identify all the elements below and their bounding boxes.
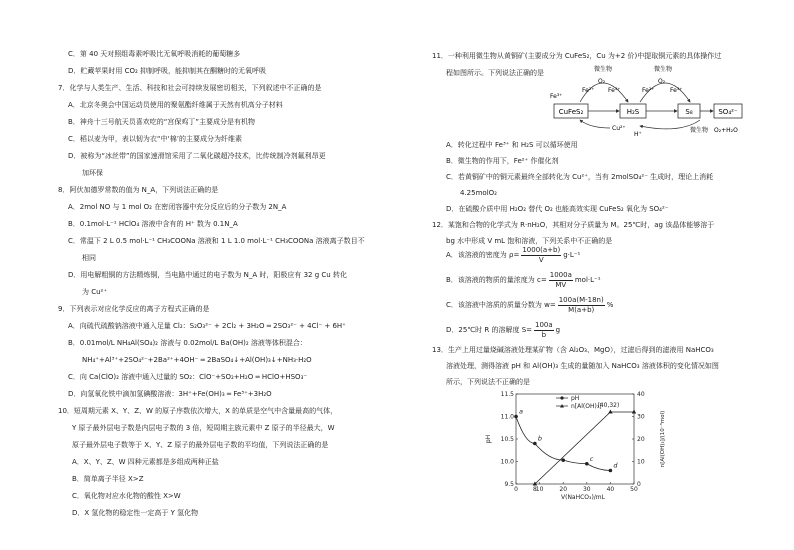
legend-ph-label: pH — [571, 395, 580, 402]
q11-stem-2: 程如图所示。下列说法正确的是 — [446, 69, 544, 77]
y-left-tick-label: 10.5 — [500, 436, 514, 443]
y-left-tick-label: 9.5 — [504, 481, 514, 488]
q12-option-c-fraction — [558, 296, 605, 315]
q11-stem-1: 11．一种利用微生物从黄铜矿(主要成分为 CuFeS₂，Cu 为+2 价)中提取铜元素的具体操作过 — [432, 52, 722, 60]
q12-option-c — [446, 296, 613, 315]
fe3-label-2: Fe³⁺ — [670, 87, 683, 94]
x-tick-label: 0 — [514, 486, 518, 493]
q11-option-b: B．微生物的作用下，Fe²⁺ 作催化剂 — [446, 157, 559, 165]
q10-option-c: C．氧化物对应水化物的酸性 X>W — [72, 492, 181, 500]
q11-process-diagram — [550, 62, 750, 140]
q8-option-a: A．2mol NO 与 1 mol O₂ 在密闭容器中充分反应后的分子数为 2N_A — [68, 203, 287, 211]
box-so4-label: SO₄²⁻ — [718, 108, 738, 116]
q12-option-c-num: 100a(M-18n) — [558, 296, 605, 306]
y-right-tick-label: 40 — [637, 391, 645, 398]
q9-option-b-cont: NH₄⁺+Al³⁺+2SO₄²⁻+2Ba²⁺+4OH⁻ ═ 2BaSO₄↓+Al(OH)₃↓+NH₃·H₂O — [82, 356, 312, 364]
legend-ph-marker — [560, 396, 563, 399]
y-right-tick-label: 0 — [637, 481, 641, 488]
aloh3-series-line — [535, 412, 634, 484]
y-right-tick-label: 20 — [637, 436, 645, 443]
q12-option-d-label: D．25℃时 R 的溶解度 S= — [446, 326, 533, 335]
ph-series-point — [609, 469, 613, 473]
x-axis-label: V(NaHCO₃)/mL — [561, 494, 605, 500]
h-label: H⁺ — [634, 131, 642, 138]
microbe-label-1: 微生物 — [594, 66, 613, 73]
q12-option-a-label: A．该溶液的密度为 ρ= — [446, 251, 520, 260]
q11-option-a: A．转化过程中 Fe³⁺ 和 H₂S 可以循环使用 — [446, 141, 578, 149]
y-right-axis-label: n[Al(OH)₃]/(10⁻³mol) — [660, 410, 666, 468]
q9-option-a: A．向硫代硫酸钠溶液中通入足量 Cl₂：S₂O₃²⁻ + 2Cl₂ + 3H₂O ═ 2SO₃²⁻ + 4Cl⁻ + 6H⁺ — [68, 322, 346, 330]
q8-stem: 8．阿伏加德罗常数的值为 N_A，下列说法正确的是 — [58, 186, 219, 194]
q12-option-b-label: B．该溶液的物质的量浓度为 c= — [446, 276, 547, 285]
q11-option-d: D．在硫酸介质中用 H₂O₂ 替代 O₂ 也能高效实现 CuFeS₂ 氧化为 SO₄²⁻ — [446, 205, 669, 213]
o2-label-2: O₂ — [658, 78, 666, 85]
fe2-label-2: Fe²⁺ — [642, 87, 655, 94]
q8-option-c-cont: 相同 — [82, 254, 96, 262]
y-right-tick-label: 30 — [637, 413, 645, 421]
q9-stem: 9．下列表示对应化学反应的离子方程式正确的是 — [58, 305, 210, 313]
q12-option-c-den: M(a+b) — [568, 306, 595, 315]
cu2-label: Cu²⁺ — [612, 125, 626, 132]
ph-series-point — [533, 442, 537, 446]
box-h2s-label: H₂S — [626, 108, 640, 116]
q13-stem-3: 所示，下列说法不正确的是 — [446, 378, 530, 386]
microbe-label-3: 微生物 — [690, 127, 709, 134]
q12-option-b — [446, 271, 601, 290]
q12-option-a — [446, 246, 580, 265]
x-tick-label: 50 — [630, 486, 638, 493]
ph-point-label: a — [519, 407, 523, 416]
q12-option-d-unit: g — [555, 326, 561, 335]
right-column — [400, 0, 794, 550]
q10-stem-1: 10．短周期元素 X、Y、Z、W 的原子序数依次增大，X 的单质是空气中含量最高的气体， — [58, 407, 338, 415]
y-left-tick-label: 11.5 — [500, 391, 514, 398]
q12-stem-1: 12．某饱和合物的化学式为 R·nH₂O，其相对分子质量为 M。25℃时，ag 该晶体能够溶于 — [432, 221, 715, 229]
q12-option-d — [446, 321, 560, 340]
x-tick-label: 10 — [535, 486, 544, 493]
q12-option-a-num: 1000(a+b) — [521, 246, 561, 256]
y-left-axis-label: pH — [485, 434, 492, 444]
y-right-tick-label: 10 — [637, 458, 645, 466]
q10-stem-2: Y 原子最外层电子数是内层电子数的 3 倍，短周期主族元素中 Z 原子的半径最大，W — [72, 424, 335, 432]
x-tick-label: 30 — [582, 486, 591, 493]
q13-chart — [482, 382, 672, 500]
microbe-label-2: 微生物 — [654, 66, 673, 73]
q12-option-c-label: C．该溶液中溶质的质量分数为 w= — [446, 301, 556, 310]
fe3-label-1: Fe³⁺ — [608, 87, 621, 94]
q7-option-a: A．北京冬奥会中国运动员使用的聚氨酯纤维属于天然有机高分子材料 — [68, 101, 283, 109]
q8-option-d: D．用电解粗铜的方法精炼铜，当电路中通过的电子数为 N_A 时，阳极应有 32 g Cu 转化 — [68, 271, 347, 279]
q11-option-c: C．若黄铜矿中的铜元素最终全部转化为 Cu²⁺，当有 2molSO₄²⁻ 生成时，理论上消耗 — [446, 173, 714, 181]
aloh3-series-point — [608, 410, 612, 414]
x-tick-label: 40 — [606, 486, 615, 493]
q7-stem: 7．化学与人类生产、生活、科技和社会可持续发展密切相关，下列叙述中不正确的是 — [58, 84, 322, 92]
q7-option-d: D．被称为“冰丝带”的国家速滑馆采用了二氧化碳超冷技术，比传统制冷剂氟利昂更 — [68, 152, 326, 160]
q8-option-d-cont: 为 Cu²⁺ — [82, 288, 108, 296]
box-s8-label: S₈ — [685, 108, 693, 116]
q10-option-a: A．X、Y、Z、W 四种元素都是多组成两种正盐 — [72, 458, 219, 466]
ph-series-line — [516, 417, 610, 471]
ph-series-point — [585, 462, 589, 466]
box-cufes2-label: CuFeS₂ — [558, 108, 584, 116]
q9-option-b: B．0.01mol/L NH₄Al(SO₄)₂ 溶液与 0.02mol/L Ba(OH)₂ 溶液等体积混合： — [68, 339, 307, 347]
y-left-tick-label: 11.0 — [500, 413, 514, 421]
q12-option-d-fraction — [534, 321, 554, 340]
q7-option-b: B．神舟十三号航天员喜欢吃的“宫保鸡丁”主要成分是有机物 — [68, 118, 256, 126]
q8-option-c: C．常温下 2 L 0.5 mol·L⁻¹ CH₃COONa 溶液和 1 L 1.0 mol·L⁻¹ CH₃COONa 溶液离子数目不 — [68, 237, 365, 245]
q9-option-c: C．向 Ca(ClO)₂ 溶液中通入过量的 SO₂：ClO⁻+SO₂+H₂O ═ HClO+HSO₃⁻ — [68, 373, 308, 381]
q12-option-a-unit: g·L⁻¹ — [563, 251, 581, 260]
ph-point-label: d — [613, 461, 618, 470]
o2-h2o-label: O₂+H₂O — [714, 127, 738, 134]
ph-point-label: c — [589, 454, 594, 463]
q13-stem-2: 溶液处理，测得溶液 pH 和 Al(OH)₃ 生成的量随加入 NaHCO₃ 溶液体积的变化情况如图 — [446, 362, 719, 370]
q12-option-a-den: V — [538, 256, 544, 265]
ph-point-label: b — [537, 434, 543, 443]
ph-series-point — [561, 458, 565, 462]
o2-label-1: O₂ — [598, 78, 606, 85]
q7-option-c: C．稻以麦为甲，表以韧为衣“中‘棉’的主要成分为纤维素 — [68, 135, 242, 143]
annotation-40-32: (40,32) — [597, 402, 620, 409]
fe3-label-3: Fe³⁺ — [550, 93, 563, 100]
q10-stem-3: 原子最外层电子数等于 X、Y、Z 原子的最外层电子数的平均值，下列说法正确的是 — [72, 441, 329, 449]
aloh3-series-point — [632, 410, 636, 414]
ph-series-point — [514, 415, 518, 419]
q9-option-d: D．向氢氧化铁中滴加氢碘酸溶液：3H⁺+Fe(OH)₃ ═ Fe³⁺+3H₂O — [68, 390, 272, 398]
q6-option-d: D．贮藏苹果时用 CO₂ 抑制呼吸，能抑制其在酮糖时的无氧呼吸 — [68, 67, 267, 75]
q12-option-b-num: 1000a — [549, 271, 573, 281]
y-left-tick-label: 10.0 — [500, 458, 514, 466]
q12-option-b-fraction — [549, 271, 573, 290]
x-tick-label: 8 — [532, 486, 537, 493]
q12-option-d-num: 100a — [534, 321, 554, 331]
q12-option-b-den: MV — [555, 281, 567, 290]
q6-option-c: C．第 40 天对照组毒素呼吸比无氧呼吸消耗的葡萄糖多 — [68, 50, 241, 58]
q12-option-d-den: b — [541, 331, 547, 340]
q12-stem-2: bg 水中形成 V mL 饱和溶液，下列关系中不正确的是 — [446, 237, 613, 245]
q8-option-b: B．0.1mol·L⁻¹ HClO₄ 溶液中含有的 H⁺ 数为 0.1N_A — [68, 220, 238, 228]
q10-option-b: B．简单离子半径 X>Z — [72, 475, 144, 483]
q12-option-c-unit: % — [606, 301, 614, 310]
x-tick-label: 20 — [559, 486, 568, 493]
q12-option-a-fraction — [521, 246, 561, 265]
q12-option-b-unit: mol·L⁻¹ — [574, 276, 601, 285]
legend-aloh3-label: n[Al(OH)₃] — [571, 403, 602, 410]
q10-option-d: D．X 氢化物的稳定性一定高于 Y 氢化物 — [72, 509, 199, 517]
q11-option-c-cont: 4.25molO₂ — [460, 189, 497, 197]
fe2-label-1: Fe²⁺ — [582, 87, 595, 94]
q13-stem-1: 13．生产上用过量烧碱溶液处理某矿物（含 Al₂O₃、MgO），过滤后得到的滤液用 NaHCO₃ — [432, 346, 714, 354]
q7-option-d-cont: 加环保 — [82, 169, 103, 177]
